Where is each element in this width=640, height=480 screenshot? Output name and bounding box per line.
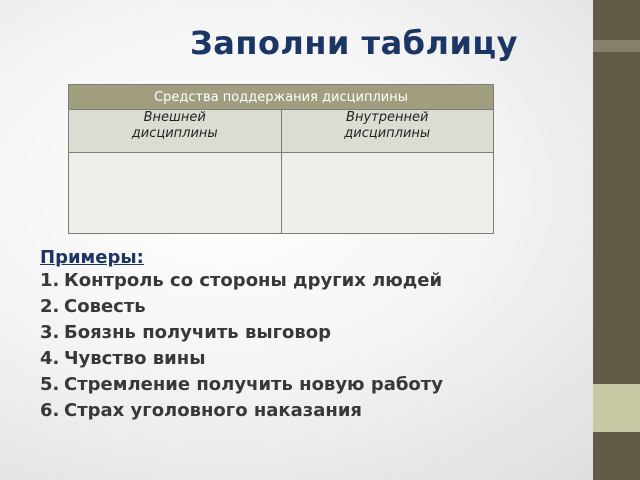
list-item-text: Боязнь получить выговор — [64, 322, 332, 343]
sidebar-light-band — [593, 384, 640, 432]
list-item-text: Совесть — [64, 296, 146, 317]
list-item-number: 5. — [40, 374, 60, 395]
slide-title: Заполни таблицу — [190, 24, 518, 62]
list-item — [40, 294, 443, 320]
examples-section — [40, 247, 443, 424]
list-item-text: Чувство вины — [64, 348, 206, 369]
column-header-internal-line2: дисциплины — [344, 126, 431, 141]
list-item-number: 1. — [40, 270, 60, 291]
list-item — [40, 320, 443, 346]
list-item-number: 4. — [40, 348, 60, 369]
list-item — [40, 398, 443, 424]
list-item-number: 2. — [40, 296, 60, 317]
list-item-text: Контроль со стороны других людей — [64, 270, 443, 291]
sidebar-top-band — [593, 40, 640, 52]
column-header-internal — [281, 110, 494, 153]
column-header-external — [69, 110, 282, 153]
list-item — [40, 346, 443, 372]
list-item-number: 6. — [40, 400, 60, 421]
internal-cell[interactable] — [281, 153, 494, 234]
column-header-external-line2: дисциплины — [131, 126, 218, 141]
list-item — [40, 268, 443, 294]
external-cell[interactable] — [69, 153, 282, 234]
column-header-internal-line1: Внутренней — [346, 110, 429, 125]
list-item-number: 3. — [40, 322, 60, 343]
examples-heading: Примеры: — [40, 247, 144, 268]
column-header-external-line1: Внешней — [143, 110, 206, 125]
discipline-table — [68, 84, 494, 234]
examples-list — [40, 268, 443, 424]
table-body-row — [69, 153, 494, 234]
list-item-text: Страх уголовного наказания — [64, 400, 362, 421]
table-header-row — [69, 85, 494, 110]
list-item-text: Стремление получить новую работу — [64, 374, 443, 395]
list-item — [40, 372, 443, 398]
table-header: Средства поддержания дисциплины — [69, 85, 494, 110]
table-subheader-row — [69, 110, 494, 153]
